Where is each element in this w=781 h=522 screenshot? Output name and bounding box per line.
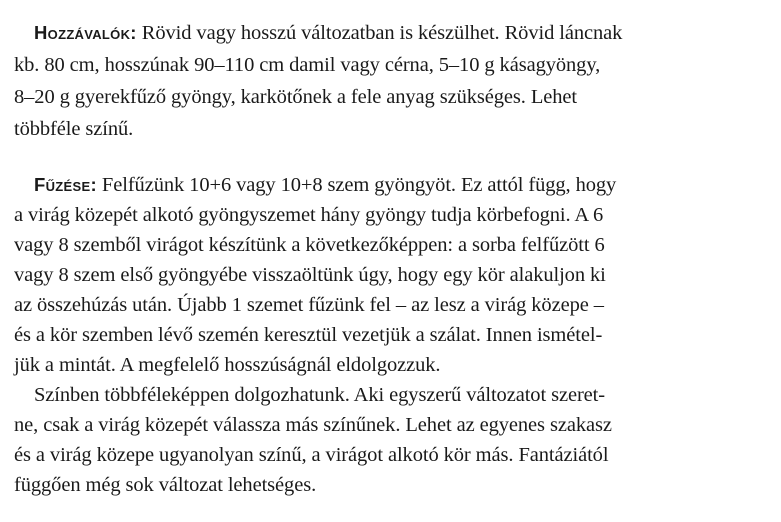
threading-line-1 [34, 172, 616, 198]
ingredients-line-2: kb. 80 cm, hosszúnak 90–110 cm damil vagy cérna, 5–10 g kásagyöngy, [14, 54, 601, 76]
ingredients-line-3: 8–20 g gyerekfűző gyöngy, karkötőnek a fele anyag szükséges. Lehet [14, 86, 578, 108]
threading-line-6: és a kör szemben lévő szemén keresztül vezetjük a szálat. Innen ismétel- [14, 324, 603, 346]
threading-line-11: függően még sok változat lehetséges. [14, 474, 317, 496]
threading-text: Felfűzünk 10+6 vagy 10+8 szem gyöngyöt. Ez attól függ, hogy [96, 174, 617, 196]
threading-line-10: és a virág közepe ugyanolyan színű, a virágot alkotó kör más. Fantáziától [14, 444, 609, 466]
ingredients-line-4: többféle színű. [14, 118, 134, 140]
threading-line-9: ne, csak a virág közepét válassza más színűnek. Lehet az egyenes szakasz [14, 414, 612, 436]
threading-line-4: vagy 8 szem első gyöngyébe visszaöltünk úgy, hogy egy kör alakuljon ki [14, 264, 606, 286]
threading-line-5: az összehúzás után. Újabb 1 szemet fűzünk fel – az lesz a virág közepe – [14, 294, 604, 316]
ingredients-line-1 [34, 20, 622, 46]
threading-heading: Fűzése: [34, 174, 97, 195]
ingredients-heading: Hozzávalók: [34, 22, 137, 43]
ingredients-text: Rövid vagy hosszú változatban is készülhet. Rövid láncnak [136, 22, 623, 44]
threading-line-8: Színben többféleképpen dolgozhatunk. Aki egyszerű változatot szeret- [34, 384, 605, 406]
threading-line-2: a virág közepét alkotó gyöngyszemet hány gyöngy tudja körbefogni. A 6 [14, 204, 604, 226]
threading-line-3: vagy 8 szemből virágot készítünk a következőképpen: a sorba felfűzött 6 [14, 234, 605, 256]
threading-line-7: jük a mintát. A megfelelő hosszúságnál eldolgozzuk. [14, 354, 441, 376]
